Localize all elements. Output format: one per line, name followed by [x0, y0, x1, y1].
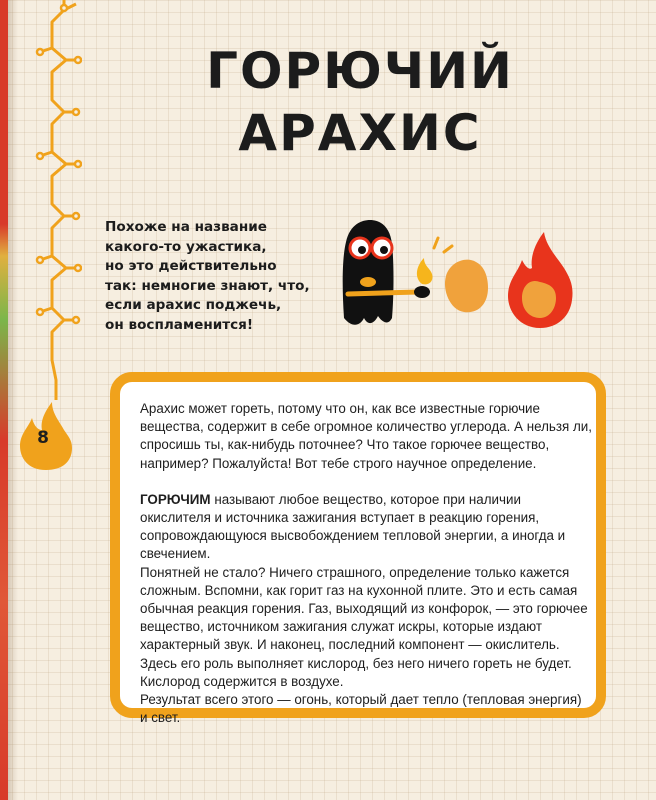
definition-paragraph: [140, 491, 592, 564]
intro-text: [105, 218, 315, 335]
peanut-icon: [445, 260, 488, 313]
paragraph: Понятней не стало? Ничего страшного, определение только кажется сложным. Вспомни, как горит газ на кухонной плите. Это и есть самая обычная реакция горения. Газ, выходящий из конфорок, — это горючее вещество, источником зажигания служат искры, которые издают характерный звук. И наконец, последний компонент — окислитель. Здесь его роль выполняет кислород, без него ничего гореть не будет. Кислород содержится в воздухе.: [140, 564, 588, 689]
paragraph: Арахис может гореть, потому что он, как все известные горючие вещества, содержит в себе огромное количество углерода. А нельзя ли, спросишь ты, как-нибудь поточнее? Что такое горючее вещество, например? Пожалуйста! Вот тебе строго научное определение.: [140, 401, 593, 471]
intro-line: но это действительно: [105, 258, 277, 274]
intro-line: так: немногие знают, что,: [105, 277, 310, 294]
intro-line: если арахис поджечь,: [105, 297, 282, 313]
mascot-icon: [343, 220, 394, 325]
page-number: 8: [37, 428, 49, 448]
intro-line: он воспламенится!: [105, 316, 254, 333]
paragraph: Результат всего этого — огонь, который дает тепло (тепловая энергия) и свет.: [140, 692, 582, 726]
page-edge-shadow: [8, 0, 18, 800]
intro-line: Похоже на название: [105, 219, 267, 235]
illustration: [338, 218, 578, 333]
title-line-2: АРАХИС: [238, 104, 482, 162]
definition-text: называют любое вещество, которое при наличии окислителя и источника зажигания вступает в реакцию горения, сопровождающуюся высвобождением тепловой энергии, а иногда и свечением.: [140, 491, 566, 562]
definition-term: ГОРЮЧИМ: [140, 491, 211, 507]
title-line-1: ГОРЮЧИЙ: [206, 42, 514, 100]
page-title: [150, 40, 570, 164]
burning-peanut-icon: [508, 232, 573, 328]
intro-line: какого-то ужастика,: [105, 238, 267, 255]
molecule-chain-icon: [22, 0, 82, 420]
info-box-text: [140, 400, 592, 727]
info-box: [110, 372, 606, 726]
page-edge-strip: [0, 0, 8, 800]
